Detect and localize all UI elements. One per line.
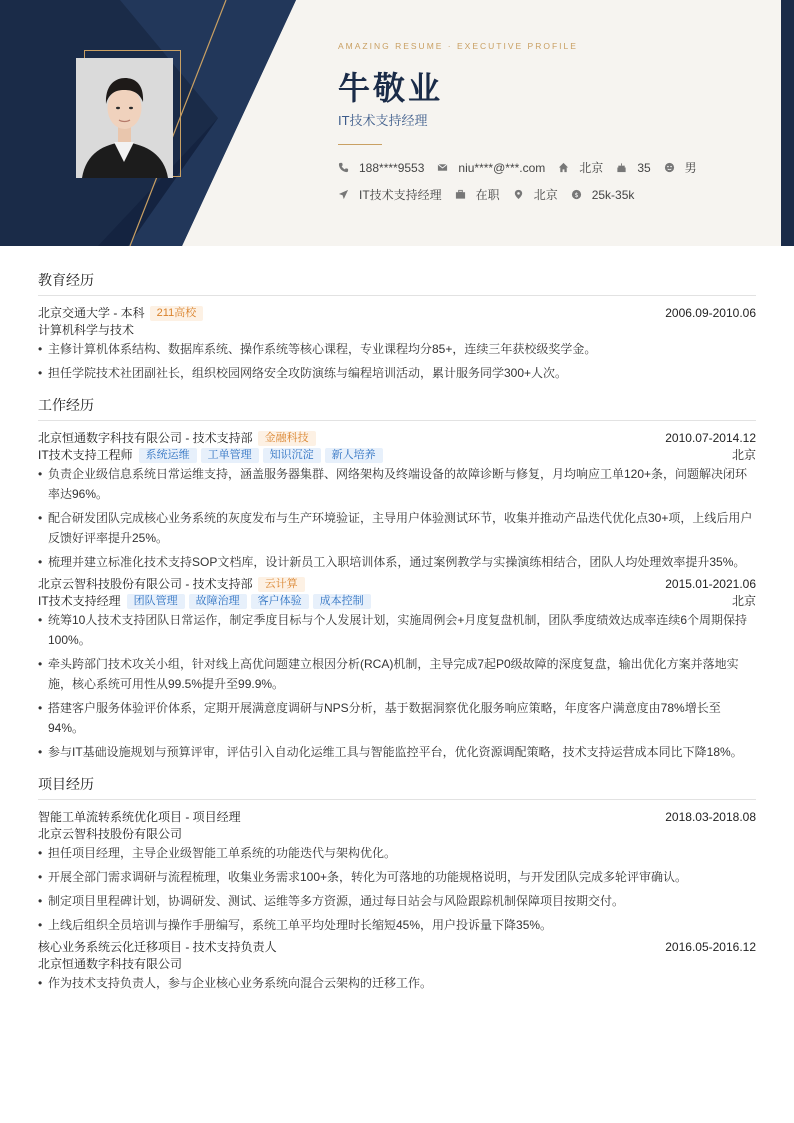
bullet-item: • 统筹10人技术支持团队日常运作，制定季度目标与个人发展计划，实施周例会+月度复盘机制，团队季度绩效达成率连续6个周期保持100%。 [38,610,756,650]
company-name: 北京恒通数字科技有限公司 - 技术支持部 [38,431,253,445]
bullet-item: • 开展全部门需求调研与流程梳理，收集业务需求100+条，转化为可落地的功能规格说明，与开发团队完成多轮评审确认。 [38,867,756,887]
profile-photo [76,58,173,178]
major: 计算机科学与技术 [38,323,135,337]
phone-info: 188****9553 [338,161,424,175]
location-pin-icon [513,189,524,200]
bullet-item: • 负责企业级信息系统日常运维支持，涵盖服务器集群、网络架构及终端设备的故障诊断与修复，月均响应工单120+条，问题解决闭环率达96%。 [38,464,756,504]
home-icon [558,162,569,173]
intent-position-info: IT技术支持经理 [338,186,442,203]
skill-tag: 系统运维 [139,448,197,463]
skill-tag: 知识沉淀 [263,448,321,463]
bullet-item: • 配合研发团队完成核心业务系统的灰度发布与生产环境验证，主导用户体验测试环节，收集并推动产品迭代优化点30+项，上线后用户反馈好评率提升25%。 [38,508,756,548]
skill-tag: 工单管理 [201,448,259,463]
project-bullets [38,843,756,935]
gender-icon [664,162,675,173]
education-bullets [38,339,756,383]
education-entry [38,305,756,383]
salary-icon [571,189,582,200]
home-info: 北京 [558,159,603,176]
gender-info: 男 [664,159,697,176]
send-icon [338,189,349,200]
project-bullets [38,973,756,993]
role-name: IT技术支持经理 [38,594,121,608]
work-entry [38,576,756,762]
work-date: 2010.07-2014.12 [665,431,756,445]
section-title-work: 工作经历 [38,395,756,421]
resume-content [38,270,756,1005]
skill-tag: 新人培养 [325,448,383,463]
svg-text:$: $ [574,190,579,199]
bullet-item: • 参与IT基础设施规划与预算评审，评估引入自动化运维工具与智能监控平台，优化资源调配策略，技术支持运营成本同比下降18%。 [38,742,756,762]
bullet-item: • 作为技术支持负责人，参与企业核心业务系统向混合云架构的迁移工作。 [38,973,756,993]
industry-tag: 云计算 [258,577,305,592]
project-entry [38,809,756,935]
gold-divider [338,144,382,145]
mail-icon [437,162,448,173]
header-tagline: AMAZING RESUME · EXECUTIVE PROFILE [338,41,578,51]
skill-tag: 成本控制 [313,594,371,609]
project-date: 2016.05-2016.12 [665,940,756,954]
job-intent-row [338,186,647,203]
project-company: 北京恒通数字科技有限公司 [38,957,183,971]
bullet-item: • 上线后组织全员培训与操作手册编写，系统工单平均处理时长缩短45%，用户投诉量下降35%。 [38,915,756,935]
work-bullets [38,464,756,572]
age-info: 35 [616,161,650,175]
briefcase-icon [455,189,466,200]
candidate-title: IT技术支持经理 [338,113,428,128]
section-title-projects: 项目经历 [38,774,756,800]
contact-info-row [338,159,710,176]
project-date: 2018.03-2018.08 [665,810,756,824]
project-name: 核心业务系统云化迁移项目 - 技术支持负责人 [38,940,277,954]
email-info: niu****@***.com [437,161,545,175]
bullet-item: • 制定项目里程碑计划，协调研发、测试、运维等多方资源，通过每日站会与风险跟踪机制保障项目按期交付。 [38,891,756,911]
section-title-education: 教育经历 [38,270,756,296]
work-section [38,395,756,762]
work-entry [38,430,756,572]
bullet-item: • 担任学院技术社团副社长，组织校园网络安全攻防演练与编程培训活动，累计服务同学300+人次。 [38,363,756,383]
phone-icon [338,162,349,173]
skill-tag: 客户体验 [251,594,309,609]
education-section [38,270,756,383]
project-entry [38,939,756,993]
work-bullets [38,610,756,762]
company-name: 北京云智科技股份有限公司 - 技术支持部 [38,577,253,591]
bullet-item: • 牵头跨部门技术攻关小组，针对线上高优问题建立根因分析(RCA)机制，主导完成7起P0级故障的深度复盘，输出优化方案并落地实施，核心系统可用性从99.5%提升至99.9%。 [38,654,756,694]
projects-section [38,774,756,993]
project-company: 北京云智科技股份有限公司 [38,827,183,841]
bullet-item: • 担任项目经理，主导企业级智能工单系统的功能迭代与架构优化。 [38,843,756,863]
bullet-item: • 主修计算机体系结构、数据库系统、操作系统等核心课程，专业课程均分85+，连续三年获校级奖学金。 [38,339,756,359]
work-date: 2015.01-2021.06 [665,577,756,591]
cake-icon [616,162,627,173]
bullet-item: • 搭建客户服务体验评价体系，定期开展满意度调研与NPS分析，基于数据洞察优化服务响应策略，年度客户满意度由78%增长至94%。 [38,698,756,738]
work-location: 北京 [731,594,756,608]
candidate-name: 牛敬业 [338,69,444,107]
bullet-item: • 梳理并建立标准化技术支持SOP文档库，设计新员工入职培训体系，通过案例教学与实操演练相结合，团队人均处理效率提升35%。 [38,552,756,572]
skill-tag: 团队管理 [127,594,185,609]
industry-tag: 金融科技 [258,431,316,446]
resume-header [0,0,794,246]
education-date: 2006.09-2010.06 [665,306,756,320]
job-status-info: 在职 [455,186,500,203]
project-name: 智能工单流转系统优化项目 - 项目经理 [38,810,241,824]
salary-info: $ 25k-35k [571,188,635,202]
skill-tag: 故障治理 [189,594,247,609]
work-location: 北京 [731,448,756,462]
school-name: 北京交通大学 - 本科 [38,306,145,320]
role-name: IT技术支持工程师 [38,448,133,462]
school-tag: 211高校 [150,306,204,321]
intent-city-info: 北京 [513,186,558,203]
